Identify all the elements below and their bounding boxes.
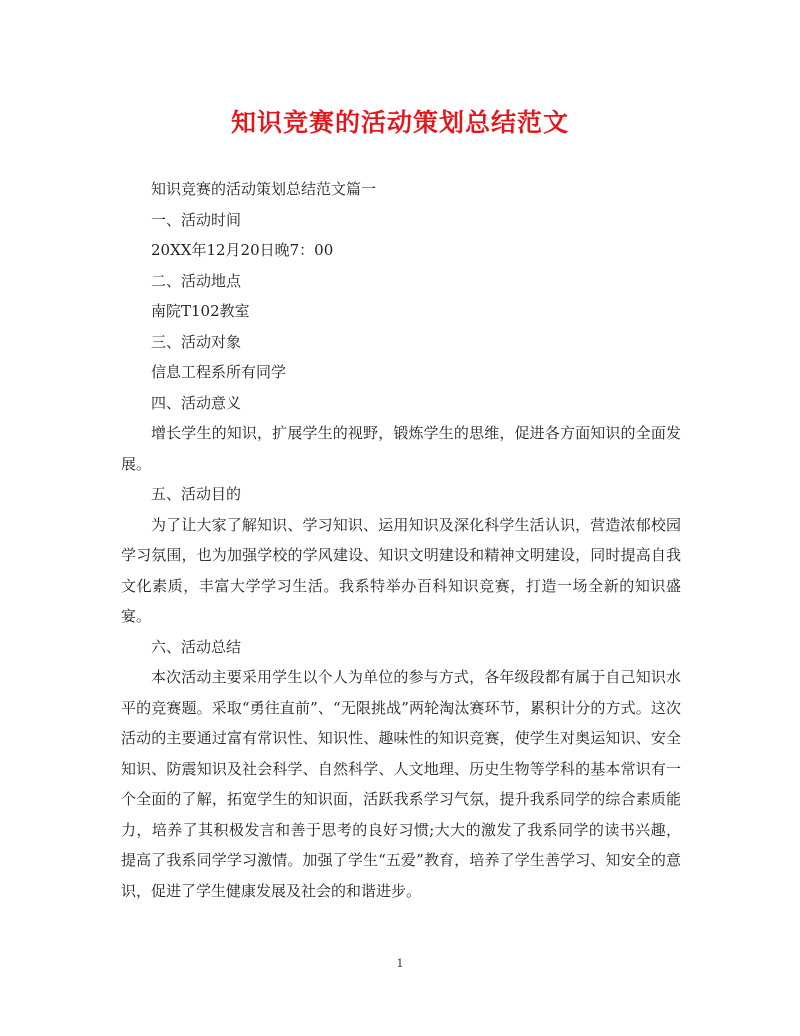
paragraph-location-heading: 二、活动地点 [151, 271, 242, 290]
paragraph-time-heading: 一、活动时间 [151, 210, 242, 229]
paragraph-location-value: 南院T102教室 [151, 302, 250, 320]
paragraph-significance-text: 增长学生的知识，扩展学生的视野，锻炼学生的思维，促进各方面知识的全面发展。 [121, 424, 681, 473]
document-title: 知识竞赛的活动策划总结范文 [230, 108, 569, 137]
paragraph-purpose-heading: 五、活动目的 [151, 485, 242, 503]
paragraph-section-heading: 知识竞赛的活动策划总结范文篇一 [151, 180, 377, 198]
paragraph-purpose-text: 为了让大家了解知识、学习知识、运用知识及深化科学生活认识，营造浓郁校园学习氛围，也为加强学校的学风建设、知识文明建设和精神文明建设，同时提高自我文化素质，丰富大学学习生活。我系特举办百科知识竞赛，打造一场全新的知识盛宴。 [121, 515, 681, 625]
paragraph-significance-heading: 四、活动意义 [151, 393, 242, 412]
paragraph-audience-value: 信息工程系所有同学 [151, 363, 287, 381]
paragraph-audience-heading: 三、活动对象 [151, 332, 242, 351]
paragraph-summary-heading: 六、活动总结 [151, 637, 242, 656]
page-number: 1 [396, 957, 404, 970]
paragraph-time-value: 20XX年12月20日晚7：00 [151, 241, 334, 259]
document-body [121, 174, 681, 906]
paragraph-summary-text: 本次活动主要采用学生以个人为单位的参与方式，各年级段都有属于自己知识水平的竞赛题。采取“勇往直前”、“无限挑战”两轮淘汰赛环节，累积计分的方式。这次活动的主要通过富有常识性、知识性、趣味性的知识竞赛，使学生对奥运知识、安全知识、防震知识及社会科学、自然科学、人文地理、历史生物等学科的基本常识有一个全面的了解，拓宽学生的知识面，活跃我系学习气氛，提升我系同学的综合素质能力，培养了其积极发言和善于思考的良好习惯;大大的激发了我系同学的读书兴趣，提高了我系同学学习激情。加强了学生“五爱”教育，培养了学生善学习、知安全的意识，促进了学生健康发展及社会的和谐进步。 [121, 668, 681, 900]
